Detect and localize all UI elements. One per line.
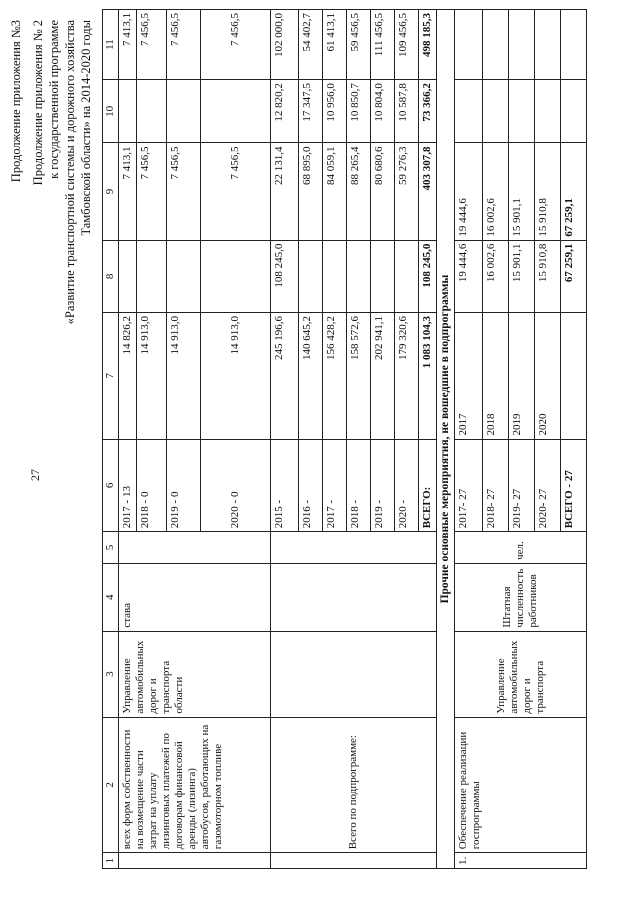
header-line: Продолжение приложения № 2 bbox=[31, 20, 45, 186]
column-number: 6 bbox=[103, 439, 119, 532]
header-line: к государственной программе bbox=[47, 20, 61, 179]
measure-name: Обеспечение реализации госпрограммы bbox=[455, 717, 587, 853]
value-cell bbox=[167, 240, 201, 312]
value-cell: 111 456,5 bbox=[371, 10, 395, 80]
program-table bbox=[102, 9, 587, 869]
year-cell: 2017- 27 bbox=[455, 439, 483, 532]
column-number: 5 bbox=[103, 532, 119, 564]
total-cell: 67 259,1 bbox=[561, 240, 587, 312]
subprogram-total-label: Всего по подпрограмме: bbox=[271, 717, 437, 853]
value-cell: 14 913,0 bbox=[137, 312, 167, 439]
section-title: Прочие основные мероприятия, не вошедшие в подпрограммы bbox=[437, 10, 455, 869]
value-cell: 156 428,2 bbox=[323, 312, 347, 439]
value-cell: 15 901,1 bbox=[509, 240, 535, 312]
value-cell: 16 002,6 bbox=[483, 143, 509, 240]
value-cell: 140 645,2 bbox=[299, 312, 323, 439]
value-cell: 102 000,0 bbox=[271, 10, 299, 80]
value-cell: 7 413,1 bbox=[119, 143, 137, 240]
unit-cell: чел. bbox=[455, 532, 587, 564]
year-cell: 2019 - bbox=[371, 439, 395, 532]
value-cell: 108 245,0 bbox=[271, 240, 299, 312]
year-cell: 2019 bbox=[509, 312, 535, 439]
year-cell: 2018 - bbox=[347, 439, 371, 532]
value-cell: 17 347,5 bbox=[299, 80, 323, 143]
appendix-header bbox=[8, 20, 94, 324]
value-cell: 22 131,4 bbox=[271, 143, 299, 240]
value-cell: 14 913,0 bbox=[167, 312, 201, 439]
header-line: Тамбовской области» на 2014-2020 годы bbox=[79, 20, 93, 236]
column-number: 2 bbox=[103, 717, 119, 853]
year-cell: 2020- 27 bbox=[535, 439, 561, 532]
column-number: 8 bbox=[103, 240, 119, 312]
value-cell: 7 456,5 bbox=[167, 10, 201, 80]
value-cell: 15 901,1 bbox=[509, 143, 535, 240]
year-cell: 2019 - 0 bbox=[167, 439, 201, 532]
value-cell: 12 820,2 bbox=[271, 80, 299, 143]
value-cell: 19 444,6 bbox=[455, 240, 483, 312]
column-number: 7 bbox=[103, 312, 119, 439]
value-cell: 202 941,1 bbox=[371, 312, 395, 439]
value-cell: 68 895,0 bbox=[299, 143, 323, 240]
total-cell: 108 245,0 bbox=[419, 240, 437, 312]
year-cell: 2020 - bbox=[395, 439, 419, 532]
table-row bbox=[271, 10, 299, 869]
value-cell: 59 276,3 bbox=[395, 143, 419, 240]
value-cell: 179 320,6 bbox=[395, 312, 419, 439]
column-number: 1 bbox=[103, 853, 119, 869]
value-cell: 59 456,5 bbox=[347, 10, 371, 80]
section-row bbox=[437, 10, 455, 869]
total-cell: 403 307,8 bbox=[419, 143, 437, 240]
year-cell: 2016 - bbox=[299, 439, 323, 532]
value-cell: 10 587,8 bbox=[395, 80, 419, 143]
year-cell: 2020 bbox=[535, 312, 561, 439]
header-line: «Развитие транспортной системы и дорожного хозяйства bbox=[63, 20, 77, 325]
value-cell bbox=[201, 240, 271, 312]
year-cell: 2017 - bbox=[323, 439, 347, 532]
year-cell: 2019- 27 bbox=[509, 439, 535, 532]
measure-description: всех форм собственности на возмещение части затрат на уплату лизинговых платежей по договорам финансовой аренды (лизинга) автобусов, работающих на газомоторном топливе bbox=[119, 717, 271, 853]
value-cell: 158 572,6 bbox=[347, 312, 371, 439]
value-cell: 14 826,2 bbox=[119, 312, 137, 439]
total-label: ВСЕГО - 27 bbox=[561, 439, 587, 532]
value-cell: 88 265,4 bbox=[347, 143, 371, 240]
value-cell: 10 956,0 bbox=[323, 80, 347, 143]
unit-cell: става bbox=[119, 563, 271, 631]
column-number: 4 bbox=[103, 563, 119, 631]
value-cell bbox=[371, 240, 395, 312]
value-cell bbox=[119, 80, 137, 143]
value-cell: 7 456,5 bbox=[167, 143, 201, 240]
value-cell bbox=[137, 80, 167, 143]
year-cell: 2017 bbox=[455, 312, 483, 439]
value-cell: 7 456,5 bbox=[201, 10, 271, 80]
value-cell: 54 402,7 bbox=[299, 10, 323, 80]
row-number: 1. bbox=[455, 853, 587, 869]
year-cell: 2017 - 13 bbox=[119, 439, 137, 532]
indicator-cell: Штатная численность работников bbox=[455, 563, 587, 631]
year-cell: 2020 - 0 bbox=[201, 439, 271, 532]
value-cell: 14 913,0 bbox=[201, 312, 271, 439]
total-cell: 67 259,1 bbox=[561, 143, 587, 240]
value-cell: 16 002,6 bbox=[483, 240, 509, 312]
value-cell: 7 456,5 bbox=[137, 143, 167, 240]
total-cell: 1 083 104,3 bbox=[419, 312, 437, 439]
executor-cell: Управление автомобильных дорог и транспорта bbox=[455, 631, 587, 717]
total-cell: 73 366,2 bbox=[419, 80, 437, 143]
column-number-row bbox=[103, 10, 119, 869]
value-cell bbox=[137, 240, 167, 312]
value-cell: 19 444,6 bbox=[455, 143, 483, 240]
value-cell: 7 413,1 bbox=[119, 10, 137, 80]
value-cell: 10 804,0 bbox=[371, 80, 395, 143]
value-cell bbox=[347, 240, 371, 312]
header-line: Продолжение приложения №3 bbox=[9, 20, 23, 183]
year-cell: 2018- 27 bbox=[483, 439, 509, 532]
year-cell: 2015 - bbox=[271, 439, 299, 532]
page-number: 27 bbox=[28, 469, 42, 481]
value-cell bbox=[201, 80, 271, 143]
column-number: 11 bbox=[103, 10, 119, 80]
value-cell: 7 456,5 bbox=[137, 10, 167, 80]
year-cell: 2018 bbox=[483, 312, 509, 439]
value-cell: 84 059,1 bbox=[323, 143, 347, 240]
value-cell: 7 456,5 bbox=[201, 143, 271, 240]
year-cell: 2018 - 0 bbox=[137, 439, 167, 532]
value-cell bbox=[323, 240, 347, 312]
table-row bbox=[455, 10, 483, 869]
value-cell bbox=[299, 240, 323, 312]
column-number: 10 bbox=[103, 80, 119, 143]
value-cell: 15 910,8 bbox=[535, 143, 561, 240]
value-cell: 109 456,5 bbox=[395, 10, 419, 80]
value-cell: 10 850,7 bbox=[347, 80, 371, 143]
value-cell bbox=[119, 240, 137, 312]
total-label: ВСЕГО: bbox=[419, 439, 437, 532]
value-cell: 15 910,8 bbox=[535, 240, 561, 312]
column-number: 3 bbox=[103, 631, 119, 717]
value-cell: 245 196,6 bbox=[271, 312, 299, 439]
executor-cell: Управление автомобильных дорог и транспорта области bbox=[119, 631, 271, 717]
total-cell: 498 185,3 bbox=[419, 10, 437, 80]
column-number: 9 bbox=[103, 143, 119, 240]
table-row bbox=[119, 10, 137, 869]
value-cell: 80 680,6 bbox=[371, 143, 395, 240]
value-cell bbox=[395, 240, 419, 312]
value-cell: 61 413,1 bbox=[323, 10, 347, 80]
value-cell bbox=[167, 80, 201, 143]
